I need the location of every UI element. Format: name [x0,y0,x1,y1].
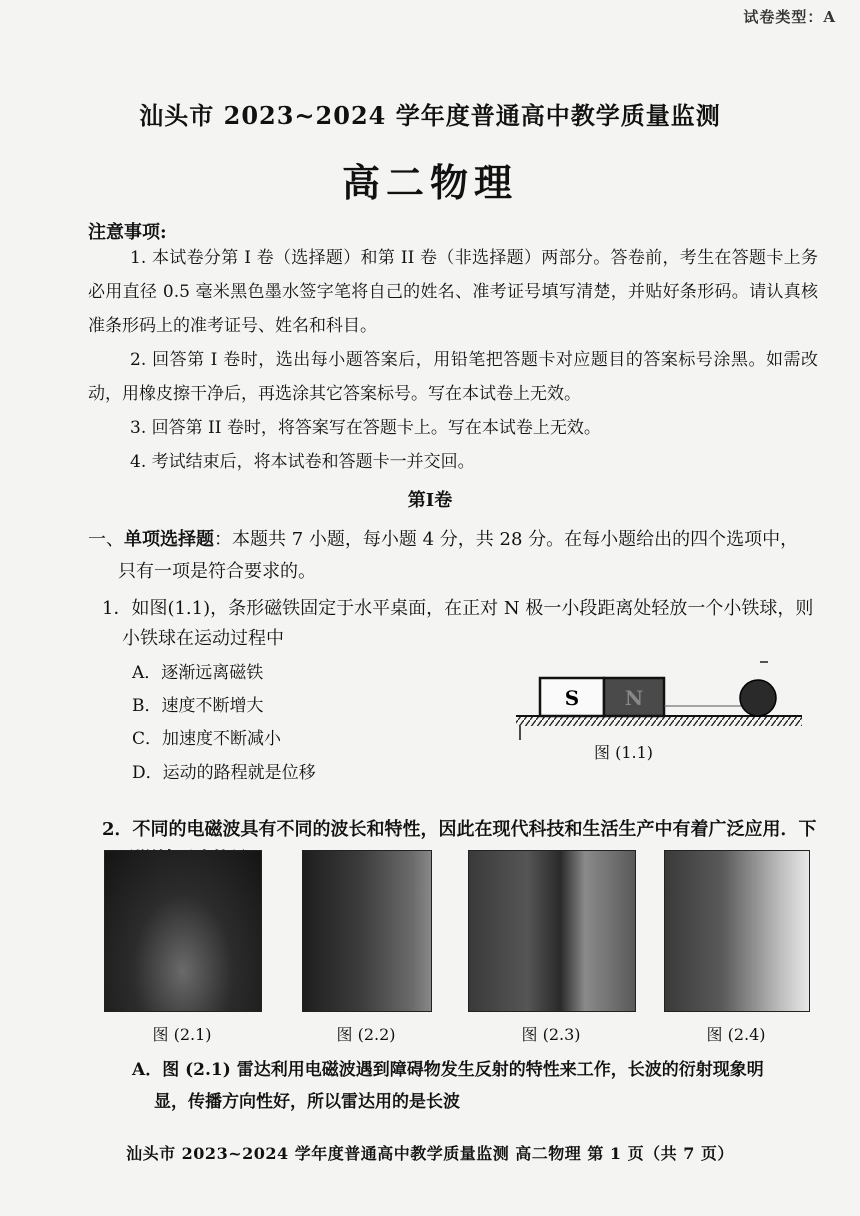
n-pole-label: N [624,686,644,710]
table-surface [516,716,802,726]
exam-type-mark: 试卷类型：A [743,8,836,26]
question-1-line-2: 小铁球在运动过程中 [122,628,284,649]
figure-2-4-caption: 图 (2.4) [706,1025,766,1044]
question-1-option-a: A．逐渐远离磁铁 [132,663,264,683]
question-2-option-a [132,1054,820,1118]
figure-2-3-caption: 图 (2.3) [521,1025,581,1044]
figure-2-2-photo [302,850,432,1012]
section-label: 单项选择题 [124,529,214,550]
question-1-option-d: D．运动的路程就是位移 [132,763,316,783]
section-number: 一、 [88,529,124,550]
exam-title: 汕头市 2023~2024 学年度普通高中教学质量监测 [139,101,721,130]
notice-item-4: 4. 考试结束后，将本试卷和答题卡一并交回。 [130,452,475,472]
notice-item-1: 1. 本试卷分第 I 卷（选择题）和第 II 卷（非选择题）两部分。答卷前，考生在答题卡上务必用直径 0.5 毫米黑色墨水签字笔将自己的姓名、准考证号填写清楚，并贴好条形码。请认真核准条形码上的准考证号、姓名和科目。 [88,248,818,336]
question-1-option-b: B．速度不断增大 [132,696,264,716]
s-pole-label: S [564,686,580,710]
section-text-1: ：本题共 7 小题，每小题 4 分，共 28 分。在每小题给出的四个选项中， [214,529,799,550]
notice-item-2: 2. 回答第 I 卷时，选出每小题答案后，用铅笔把答题卡对应题目的答案标号涂黑。如需改动，用橡皮擦干净后，再选涂其它答案标号。写在本试卷上无效。 [88,350,818,404]
figure-2-4-photo [664,850,810,1012]
subject-title: 高二物理 [341,160,518,205]
question-2-line-1: 2．不同的电磁波具有不同的波长和特性，因此在现代科技和生活生产中有着广泛应用．下 [102,819,817,840]
notice-heading: 注意事项: [88,222,167,243]
part-title: 第I卷 [407,490,453,511]
question-1-line-1: 1．如图(1.1)，条形磁铁固定于水平桌面，在正对 N 极一小段距离处轻放一个小铁球，则 [102,598,814,619]
section-heading [88,524,818,588]
question-2-option-a-line-1: A．图 (2.1) 雷达利用电磁波遇到障碍物发生反射的特性来工作，长波的衍射现象明 [132,1060,764,1080]
notice-item-3: 3. 回答第 II 卷时，将答案写在答题卡上。写在本试卷上无效。 [130,418,601,438]
question-1-option-c: C．加速度不断减小 [132,729,282,749]
question-2-option-a-line-2: 显，传播方向性好，所以雷达用的是长波 [154,1092,460,1112]
section-text-2: 只有一项是符合要求的。 [118,561,316,582]
page-footer: 汕头市 2023~2024 学年度普通高中教学质量监测 高二物理 第 1 页（共 7 页） [126,1144,734,1163]
iron-ball [740,680,776,716]
figure-1-1-caption: 图 (1.1) [594,743,654,762]
figure-2-1-caption: 图 (2.1) [152,1025,212,1044]
figure-2-2-caption: 图 (2.2) [336,1025,396,1044]
magnet-figure [512,640,812,740]
radar-photo [104,850,262,1012]
figure-2-3-photo [468,850,636,1012]
